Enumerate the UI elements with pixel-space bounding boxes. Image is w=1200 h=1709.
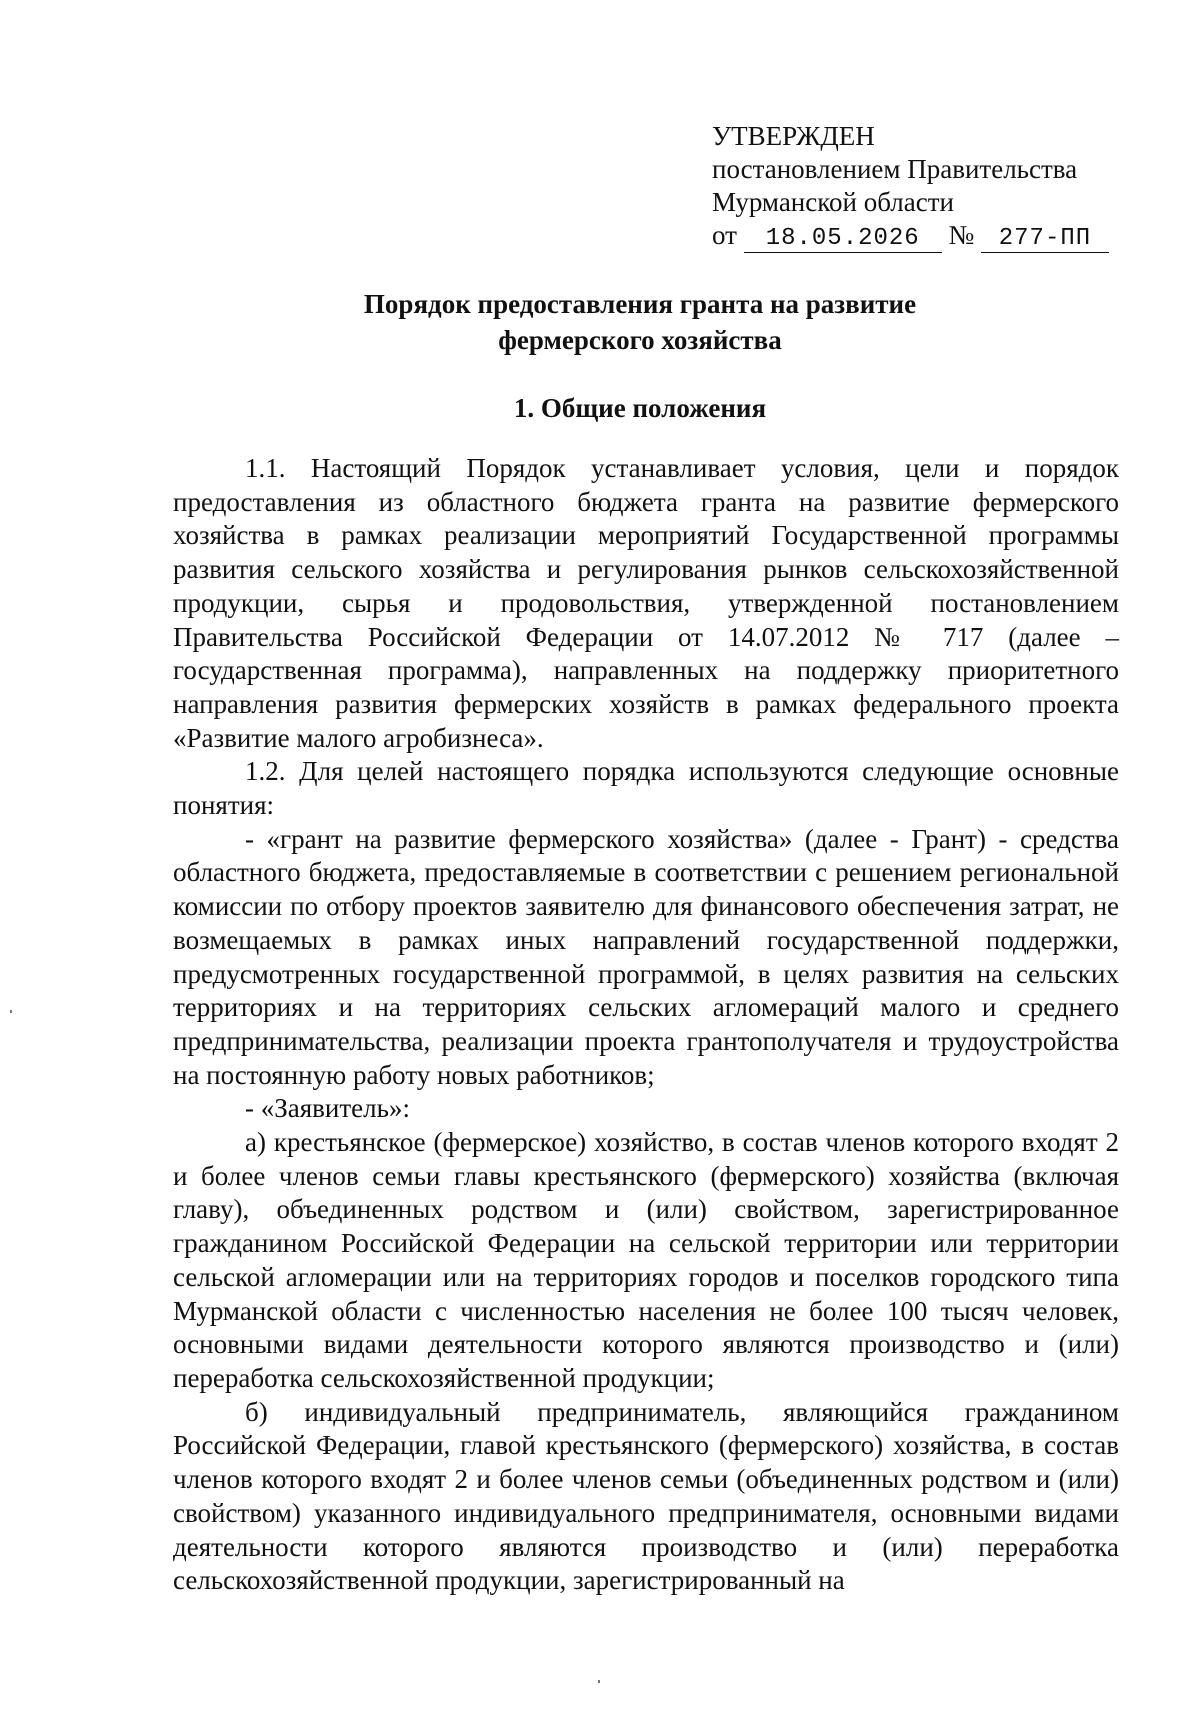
approval-number: 277-ПП [981,226,1109,253]
approval-date-line [712,219,1132,253]
approval-date: 18.05.2026 [744,226,942,253]
title-line-2: фермерского хозяйства [498,325,782,355]
item-b: б) индивидуальный предприниматель, являющийся гражданином Российской Федерации, главой крестьянского (фермерского) хозяйства, в состав членов которого входят 2 и более членов семьи (объединенных родством и (или) свойством) указанного индивидуального предпринимателя, основными видами деятельности которого являются производство и (или) переработка сельскохозяйственной продукции, зарегистрированный на [173,1396,1119,1596]
title-line-1: Порядок предоставления гранта на развитие [363,289,917,319]
approval-line-1: постановлением Правительства [712,154,1078,184]
definition-grant: - «грант на развитие фермерского хозяйства» (далее - Грант) - средства областного бюджета, предоставляемые в соответствии с решением региональной комиссии по отбору проектов заявителю для финансового обеспечения затрат, не возмещаемых в рамках иных направлений государственной поддержки, предусмотренных государственной программой, в целях развития на сельских территориях и на территориях сельских агломераций малого и среднего предпринимательства, реализации проекта грантополучателя и трудоустройства на постоянную работу новых работников; [173,823,1119,1090]
section-heading: 1. Общие положения [513,393,767,423]
item-a: а) крестьянское (фермерское) хозяйство, в состав членов которого входят 2 и более членов семьи главы крестьянского (фермерского) хозяйства (включая главу), объединенных родством и (или) свойством, зарегистрированное гражданином Российской Федерации на сельской территории или территории сельской агломерации или на территориях городов и поселков городского типа Мурманской области с численностью населения не более 100 тысяч человек, основными видами деятельности которого являются производство и (или) переработка сельскохозяйственной продукции; [173,1127,1119,1393]
number-prefix: № [948,220,975,250]
approval-block [712,120,1132,253]
document-title [170,286,1110,358]
date-prefix: от [712,220,737,250]
scan-artifact [598,1680,600,1683]
paragraph-1-2: 1.2. Для целей настоящего порядка используются следующие основные понятия: [173,756,1119,821]
approval-heading: УТВЕРЖДЕН [712,121,875,151]
document-body [173,452,1119,1598]
definition-applicant: - «Заявитель»: [245,1093,410,1124]
approval-line-2: Мурманской области [712,187,954,217]
scan-artifact [10,1010,12,1013]
paragraph-1-1: 1.1. Настоящий Порядок устанавливает условия, цели и порядок предоставления из областного бюджета гранта на развитие фермерского хозяйства в рамках реализации мероприятий Государственной программы развития сельского хозяйства и регулирования рынков сельскохозяйственной продукции, сырья и продовольствия, утвержденной постановлением Правительства Российской Федерации от 14.07.2012 № 717 (далее – государственная программа), направленных на поддержку приоритетного направления развития фермерских хозяйств в рамках федерального проекта «Развитие малого агробизнеса». [173,453,1119,753]
